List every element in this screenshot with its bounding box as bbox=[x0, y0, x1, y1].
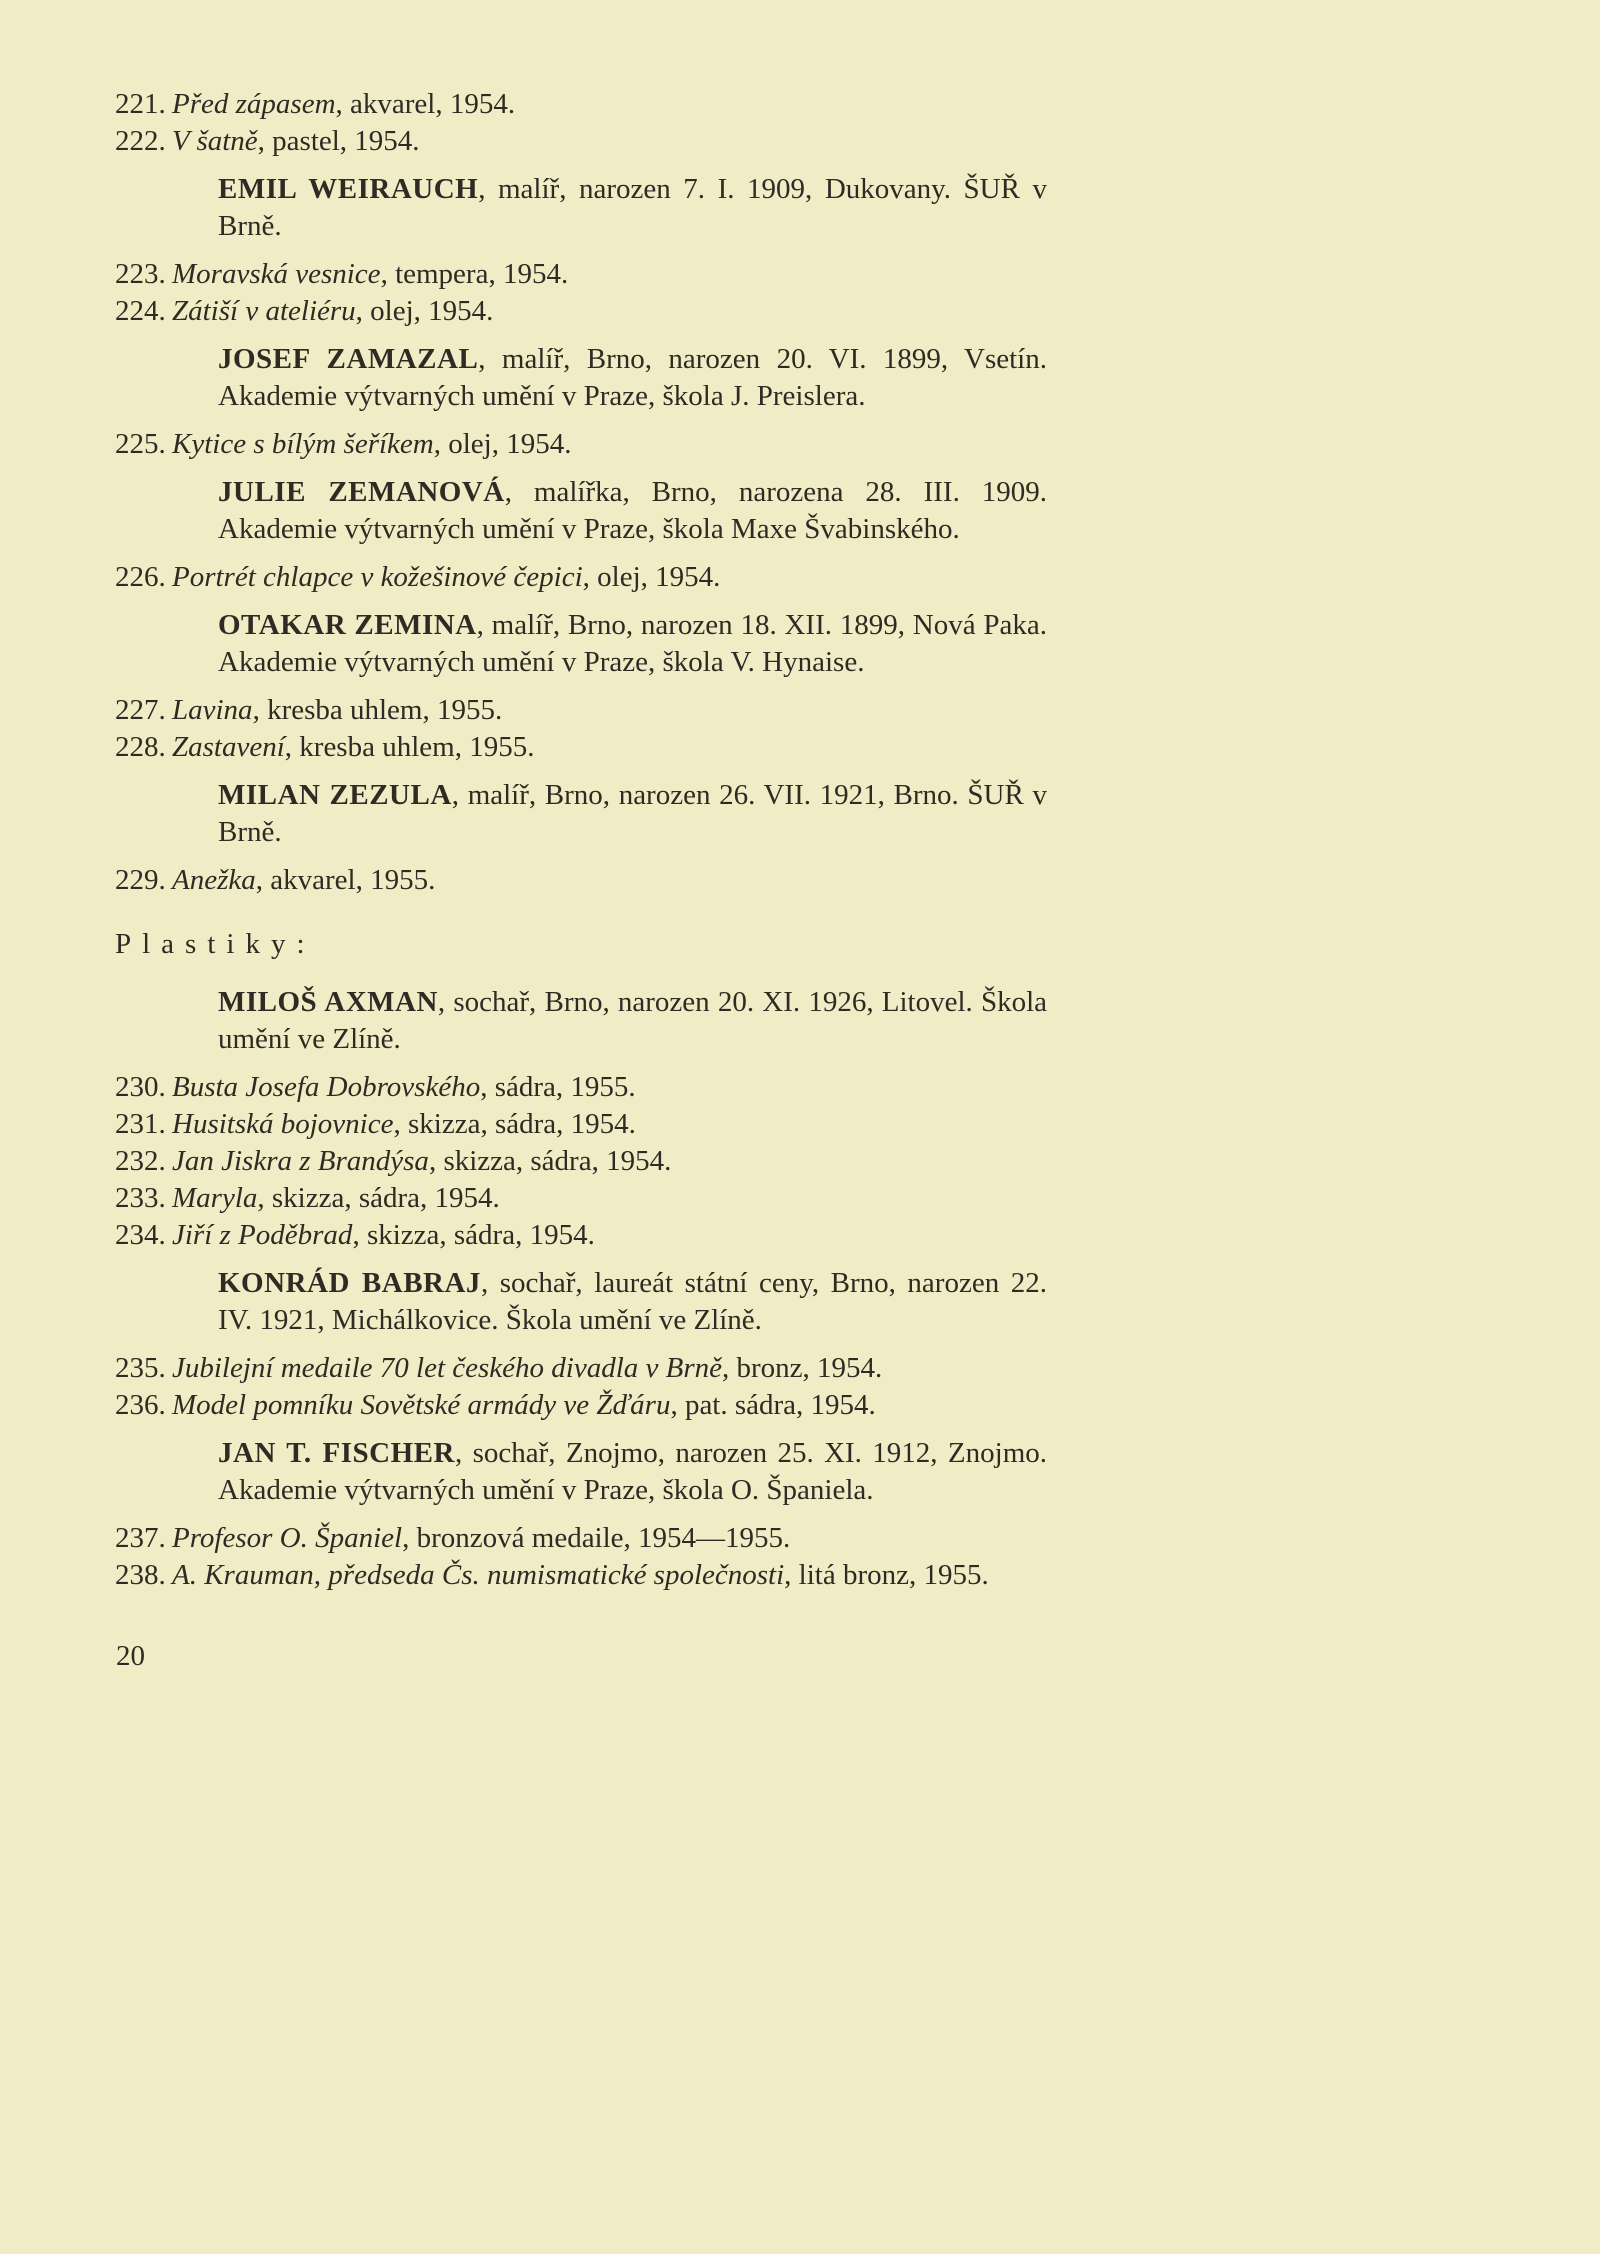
entry-details: , olej, 1954. bbox=[433, 428, 572, 460]
entry-title: Zátiší v ateliéru bbox=[172, 295, 356, 327]
artist-heading-zezula bbox=[218, 777, 1047, 851]
entry-details: , bronz, 1954. bbox=[722, 1352, 883, 1384]
artist-name: JOSEF ZAMAZAL bbox=[218, 343, 479, 375]
entry-number: 222. bbox=[115, 125, 166, 157]
entry-details: , olej, 1954. bbox=[355, 295, 494, 327]
entry-title: Maryla bbox=[172, 1182, 258, 1214]
entry-title: Portrét chlapce v kožešinové čepici bbox=[172, 561, 583, 593]
catalog-entry-227 bbox=[115, 692, 1047, 729]
entry-details: , pastel, 1954. bbox=[257, 125, 420, 157]
artist-heading-babraj bbox=[218, 1265, 1047, 1339]
artist-details: , malíř, Brno, narozen 18. XII. 1899, Nová Paka. Akademie výtvarných umění v Praze, škola V. Hynaise. bbox=[218, 609, 1047, 678]
artist-name: MILOŠ AXMAN bbox=[218, 986, 438, 1018]
catalog-entry-236 bbox=[115, 1387, 1047, 1424]
entry-details: , kresba uhlem, 1955. bbox=[252, 694, 503, 726]
catalog-entry-226 bbox=[115, 559, 1047, 596]
entry-details: , pat. sádra, 1954. bbox=[670, 1389, 876, 1421]
artist-details: , malíř, Brno, narozen 20. VI. 1899, Vsetín. Akademie výtvarných umění v Praze, škola J. Preislera. bbox=[218, 343, 1047, 412]
entry-details: , skizza, sádra, 1954. bbox=[352, 1219, 595, 1251]
artist-heading-zamazal bbox=[218, 341, 1047, 415]
catalog-entry-221 bbox=[115, 86, 1047, 123]
entry-number: 227. bbox=[115, 694, 166, 726]
entry-details: , akvarel, 1954. bbox=[335, 88, 516, 120]
catalog-entry-229 bbox=[115, 862, 1047, 899]
entry-number: 221. bbox=[115, 88, 166, 120]
entry-number: 224. bbox=[115, 295, 166, 327]
catalog-entry-223 bbox=[115, 256, 1047, 293]
catalog-entry-228 bbox=[115, 729, 1047, 766]
artist-heading-axman bbox=[218, 984, 1047, 1058]
entry-title: Lavina bbox=[172, 694, 253, 726]
artist-name: JAN T. FISCHER bbox=[218, 1437, 455, 1469]
entry-number: 228. bbox=[115, 731, 166, 763]
artist-details: , sochař, laureát státní ceny, Brno, narozen 22. IV. 1921, Michálkovice. Škola umění ve Zlíně. bbox=[218, 1267, 1047, 1336]
entry-number: 235. bbox=[115, 1352, 166, 1384]
entry-number: 225. bbox=[115, 428, 166, 460]
entry-number: 231. bbox=[115, 1108, 166, 1140]
entry-details: , olej, 1954. bbox=[582, 561, 721, 593]
artist-heading-weirauch bbox=[218, 171, 1047, 245]
entry-number: 237. bbox=[115, 1522, 166, 1554]
entry-details: , tempera, 1954. bbox=[380, 258, 569, 290]
entry-number: 230. bbox=[115, 1071, 166, 1103]
catalog-entry-238 bbox=[115, 1557, 1047, 1594]
catalog-entry-225 bbox=[115, 426, 1047, 463]
entry-title: Jan Jiskra z Brandýsa bbox=[172, 1145, 429, 1177]
artist-name: EMIL WEIRAUCH bbox=[218, 173, 479, 205]
entry-number: 223. bbox=[115, 258, 166, 290]
artist-heading-zemina bbox=[218, 607, 1047, 681]
entry-number: 238. bbox=[115, 1559, 166, 1591]
entry-details: , skizza, sádra, 1954. bbox=[428, 1145, 672, 1177]
catalog-entry-235 bbox=[115, 1350, 1047, 1387]
entry-title: Moravská vesnice bbox=[172, 258, 381, 290]
page-number: 20 bbox=[116, 1640, 145, 1672]
catalog-entry-224 bbox=[115, 293, 1047, 330]
entry-title: Jiří z Poděbrad bbox=[172, 1219, 353, 1251]
entry-title: Jubilejní medaile 70 let českého divadla v Brně bbox=[172, 1352, 723, 1384]
catalog-entry-232 bbox=[115, 1143, 1047, 1180]
catalog-entry-234 bbox=[115, 1217, 1047, 1254]
entry-number: 226. bbox=[115, 561, 166, 593]
artist-details: , malíř, narozen 7. I. 1909, Dukovany. ŠUŘ v Brně. bbox=[218, 173, 1047, 242]
artist-details: , malířka, Brno, narozena 28. III. 1909. Akademie výtvarných umění v Praze, škola Maxe Švabinského. bbox=[218, 476, 1047, 545]
entry-number: 232. bbox=[115, 1145, 166, 1177]
artist-details: , sochař, Znojmo, narozen 25. XI. 1912, Znojmo. Akademie výtvarných umění v Praze, škola O. Španiela. bbox=[218, 1437, 1047, 1506]
catalog-entry-231 bbox=[115, 1106, 1047, 1143]
entry-title: Anežka bbox=[172, 864, 256, 896]
catalog-entry-237 bbox=[115, 1520, 1047, 1557]
entry-details: , akvarel, 1955. bbox=[255, 864, 436, 896]
entry-title: Busta Josefa Dobrovského bbox=[172, 1071, 481, 1103]
entry-number: 234. bbox=[115, 1219, 166, 1251]
entry-number: 233. bbox=[115, 1182, 166, 1214]
artist-details: , sochař, Brno, narozen 20. XI. 1926, Litovel. Škola umění ve Zlíně. bbox=[218, 986, 1048, 1055]
entry-title: V šatně bbox=[172, 125, 258, 157]
entry-title: Zastavení bbox=[172, 731, 285, 763]
entry-title: Profesor O. Španiel bbox=[172, 1522, 403, 1554]
catalog-entry-222 bbox=[115, 123, 1047, 160]
artist-name: KONRÁD BABRAJ bbox=[218, 1267, 481, 1299]
artist-name: JULIE ZEMANOVÁ bbox=[218, 476, 505, 508]
catalog-entry-233 bbox=[115, 1180, 1047, 1217]
artist-details: , malíř, Brno, narozen 26. VII. 1921, Brno. ŠUŘ v Brně. bbox=[218, 779, 1047, 848]
entry-details: , bronzová medaile, 1954—1955. bbox=[402, 1522, 791, 1554]
entry-details: , skizza, sádra, 1954. bbox=[393, 1108, 636, 1140]
entry-number: 236. bbox=[115, 1389, 166, 1421]
entry-number: 229. bbox=[115, 864, 166, 896]
artist-heading-zemanova bbox=[218, 474, 1047, 548]
artist-heading-fischer bbox=[218, 1435, 1047, 1509]
entry-details: , kresba uhlem, 1955. bbox=[284, 731, 535, 763]
text-block bbox=[115, 86, 1047, 1594]
entry-details: , sádra, 1955. bbox=[480, 1071, 636, 1103]
entry-title: Kytice s bílým šeříkem bbox=[172, 428, 434, 460]
entry-title: Husitská bojovnice bbox=[172, 1108, 394, 1140]
entry-details: , skizza, sádra, 1954. bbox=[257, 1182, 500, 1214]
entry-title: A. Krauman, předseda Čs. numismatické společnosti bbox=[172, 1559, 785, 1591]
artist-name: OTAKAR ZEMINA bbox=[218, 609, 477, 641]
entry-title: Před zápasem bbox=[172, 88, 336, 120]
entry-title: Model pomníku Sovětské armády ve Žďáru bbox=[172, 1389, 671, 1421]
artist-name: MILAN ZEZULA bbox=[218, 779, 452, 811]
catalog-entry-230 bbox=[115, 1069, 1047, 1106]
entry-details: , litá bronz, 1955. bbox=[784, 1559, 989, 1591]
section-heading-plastiky: Plastiky: bbox=[115, 928, 316, 960]
